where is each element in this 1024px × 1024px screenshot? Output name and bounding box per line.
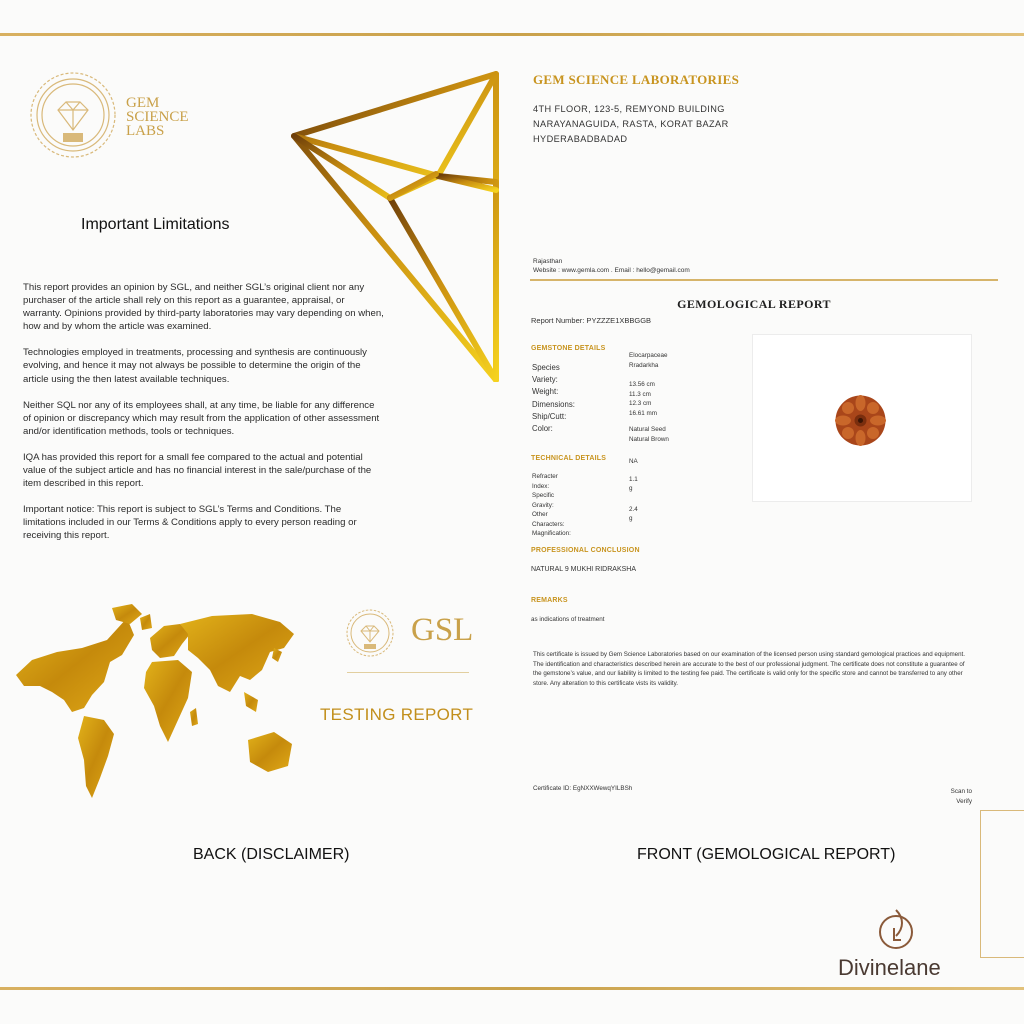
top-gold-rule: [0, 33, 1024, 36]
report-title: GEMOLOGICAL REPORT: [677, 297, 831, 311]
front-caption: FRONT (GEMOLOGICAL REPORT): [637, 846, 896, 863]
field-value: g: [629, 485, 633, 492]
address-line: 4TH FLOOR, 123-5, REMYOND BUILDING: [533, 104, 725, 114]
scan-line: Scan to: [950, 788, 972, 795]
field-value: NA: [629, 458, 638, 465]
remarks-title: REMARKS: [531, 597, 568, 604]
gem-science-labs-wordmark: [126, 96, 189, 138]
gsl-wordmark: GSL: [411, 612, 474, 648]
field-value: Natural Brown: [629, 435, 669, 443]
logo-line-1: GEM: [126, 95, 160, 111]
gsl-seal-icon: [345, 608, 395, 658]
field-value: 11.3 cm: [629, 390, 651, 398]
lab-state: Rajasthan: [533, 258, 563, 265]
gemstone-labels: [532, 362, 575, 435]
field-value: Elocarpaceae: [629, 352, 668, 359]
field-value: 16.61 mm: [629, 409, 657, 417]
scan-to-verify: [940, 787, 972, 807]
field-value: Rradarkha: [629, 361, 659, 369]
address-line: NARAYANAGUIDA, RASTA, KORAT BAZAR: [533, 119, 729, 129]
limitation-paragraph: Technologies employed in treatments, processing and synthesis are continuously evolving, and hence it may not always be possible to determine the origin of the article using the then latest available techniques.: [23, 347, 367, 385]
field-value: 1.1: [629, 475, 638, 483]
field-label: Color:: [532, 424, 553, 434]
bottom-gold-rule: [0, 987, 1024, 990]
technical-details-title: TECHNICAL DETAILS: [531, 455, 607, 462]
field-label: Index:: [532, 482, 550, 490]
field-value: g: [629, 515, 633, 522]
qr-code-frame: [980, 810, 1024, 958]
gemstone-details-title: GEMSTONE DETAILS: [531, 345, 606, 352]
field-label: Variety:: [532, 375, 558, 385]
logo-line-2: SCIENCE: [126, 109, 189, 125]
lab-contact: Website : www.gemla.com . Email : hello@gemail.com: [533, 267, 690, 274]
logo-line-3: LABS: [126, 123, 165, 139]
report-number: Report Number: PYZZZE1XBBGGB: [531, 316, 652, 325]
certificate-statement: This certificate is issued by Gem Science Laboratories based on our examination of the licensed person using standard gemological practices and equipment. The identification and characteristics described herein are accurate to the best of our professional judgment. The certificate does not constitute a guarantee of the gemstone’s value, and our liability is limited to the testing fee paid. The certificate is valid only for the specific store and cannot be transferred to any other store. Any alteration to this certificate vists its validity.: [533, 651, 965, 687]
field-label: Weight:: [532, 387, 559, 397]
lab-name: GEM SCIENCE LABORATORIES: [533, 72, 740, 87]
technical-labels: [532, 472, 571, 539]
header-divider: [530, 279, 998, 281]
field-value: Natural Seed: [629, 426, 666, 433]
field-value: 2.4: [629, 505, 638, 513]
conclusion-title: PROFESSIONAL CONCLUSION: [531, 547, 640, 554]
back-caption: BACK (DISCLAIMER): [193, 846, 350, 863]
divinelane-wordmark: Divinelane: [838, 955, 941, 980]
field-label: Characters:: [532, 520, 565, 528]
field-label: Gravity:: [532, 501, 554, 509]
gsl-divider: [347, 672, 469, 673]
field-value: 12.3 cm: [629, 400, 652, 407]
address-line: HYDERABADBADAD: [533, 134, 628, 144]
scan-line: Verify: [956, 798, 972, 805]
field-label: Dimensions:: [532, 399, 575, 409]
limitation-paragraph: Important notice: This report is subject to SGL’s Terms and Conditions. The limitations included in our Terms & Conditions apply to every person reading or receiving this report.: [23, 504, 357, 542]
diamond-line-art: [290, 70, 505, 382]
gem-science-seal-logo: [28, 70, 118, 160]
testing-report-label: TESTING REPORT: [320, 705, 474, 724]
limitation-paragraph: IQA has provided this report for a small fee compared to the actual and potential value of the subject article and has no financial interest in the sale/purchase of the item described in this report.: [23, 451, 372, 490]
conclusion-text: NATURAL 9 MUKHI RIDRAKSHA: [531, 566, 637, 573]
limitation-paragraph: Neither SQL nor any of its employees shall, at any time, be liable for any difference of opinion or discrepancy which may result from the application of other assessment and/or identification methods, tools or techniques.: [23, 399, 380, 437]
lab-address: [533, 102, 729, 147]
gemstone-values: [629, 351, 669, 444]
field-value: 13.56 cm: [629, 381, 655, 388]
field-label: Species: [532, 363, 560, 372]
specimen-photo-frame: [752, 334, 972, 502]
field-label: Magnification:: [532, 530, 571, 537]
certificate-id: Certificate ID: EgNXXWewqYILBSh: [533, 785, 633, 792]
field-label: Refracter: [532, 473, 558, 480]
limitation-paragraph: This report provides an opinion by SGL, and neither SGL’s original client nor any purchaser of the article shall rely on this report as a guarantee, appraisal, or warranty. Opinions provided by third-party laboratories may vary depending on when, how and by whom the article was examined.: [23, 282, 384, 333]
field-label: Ship/Cutt:: [532, 411, 567, 421]
field-label: Other: [532, 511, 548, 518]
remarks-text: as indications of treatment: [531, 616, 605, 623]
divinelane-logo-icon: [876, 906, 916, 952]
technical-values: [629, 457, 638, 524]
world-map-graphic: [12, 600, 302, 805]
rudraksha-bead-image: [833, 393, 888, 448]
field-label: Specific: [532, 492, 555, 499]
limitations-title: Important Limitations: [81, 216, 230, 233]
